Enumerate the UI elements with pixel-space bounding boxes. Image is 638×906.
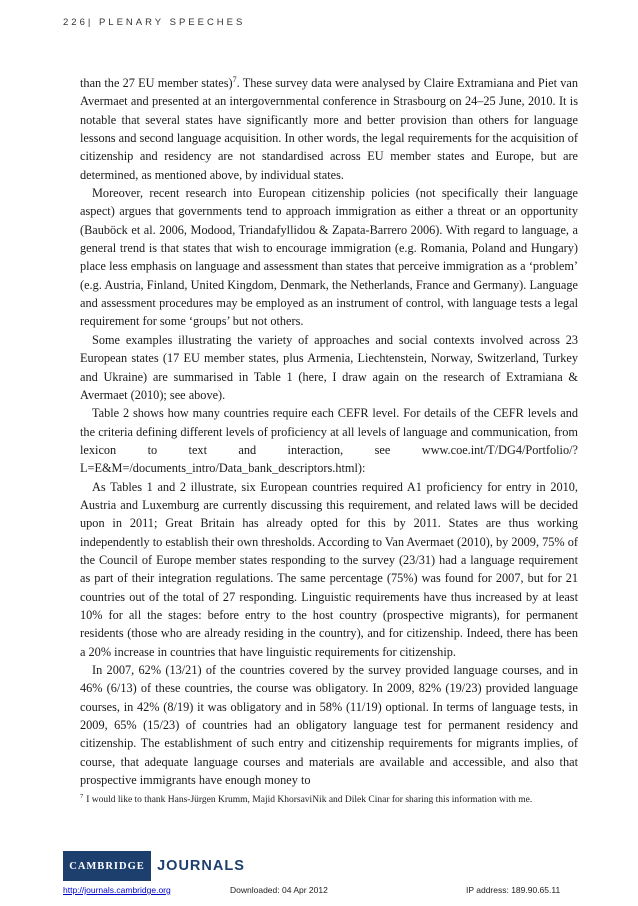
paragraph-6: In 2007, 62% (13/21) of the countries covered by the survey provided language courses, and in 46% (6/13) of these countries, the course was obligatory. In 2009, 82% (19/23) provided language courses, in 42% (8/19) it was obligatory and in 58% (11/19) optional. In terms of language tests, in 2009, 65% (15/23) of countries had an obligatory language test for permanent residency and citizenship. The establishment of such entry and citizenship requirements for migrants implies, of course, that adequate language courses and materials are available and accessible, and also that prospective immigrants have enough money to [80, 663, 578, 788]
logo-journals: JOURNALS [151, 851, 251, 881]
running-head: 226| PLENARY SPEECHES [63, 17, 246, 28]
article-body [80, 74, 578, 789]
footnote-marker: 7 [80, 792, 84, 800]
footnote [80, 794, 590, 806]
footer-journals-link[interactable]: http://journals.cambridge.org [63, 885, 171, 895]
paragraph-2: Moreover, recent research into European citizenship policies (not specifically their language aspect) argues that governments tend to approach immigration as either a threat or an opportunity (Bauböck et al. 2006, Modood, Triandafyllidou & Zapata-Barrero 2006). With regard to language, a general trend is that states that wish to encourage immigration (e.g. Romania, Poland and Hungary) place less emphasis on language and assessment than states that perceive immigration as a ‘problem’ (e.g. Austria, Finland, United Kingdom, Denmark, the Netherlands, France and Germany). Language and assessment procedures may be employed as an instrument of control, with language tests a legal requirement for some ‘groups’ but not others. [80, 186, 578, 329]
logo-cambridge: CAMBRIDGE [63, 851, 151, 881]
paragraph-3: Some examples illustrating the variety of approaches and social contexts involved across 23 European states (17 EU member states, plus Armenia, Liechtenstein, Norway, Switzerland, Turkey and Ukraine) are summarised in Table 1 (here, I draw again on the research of Extramiana & Avermaet (2010); see above). [80, 332, 578, 402]
paragraph-1-rest: . These survey data were analysed by Claire Extramiana and Piet van Avermaet and presented at an intergovernmental conference in Strasbourg on 24–25 June, 2010. It is notable that several states have significantly more and better provision than others for language lessons and second language acquisition. In other words, the legal requirements for the acquisition of citizenship and residency are not standardised across EU member states and Europe, but are determined, as mentioned above, by individual states. [80, 76, 578, 182]
cambridge-journals-logo [63, 851, 251, 881]
paragraph-1-start: than the 27 EU member states) [80, 76, 233, 90]
footer-ip-address: IP address: 189.90.65.11 [466, 885, 561, 895]
footnote-text: I would like to thank Hans-Jürgen Krumm, Majid KhorsaviNik and Dilek Cinar for sharing this information with me. [86, 795, 533, 805]
paragraph-1 [80, 74, 578, 184]
footnote-reference[interactable]: 7 [232, 74, 237, 84]
footer-downloaded-date: Downloaded: 04 Apr 2012 [230, 885, 328, 895]
paragraph-5: As Tables 1 and 2 illustrate, six European countries required A1 proficiency for entry in 2010, Austria and Luxemburg are currently discussing this requirement, and related laws will be decided upon in 2011; Great Britain has already opted for this by 2011. States are thus working independently to establish their own thresholds. According to Van Avermaet (2010), by 2009, 75% of the Council of Europe member states responding to the survey (23/31) had a language requirement as part of their integration regulations. The same percentage (75%) was found for 2007, but for 21 countries out of the total of 27 responding. Linguistic requirements have thus increased by at least 10% for all the stages: before entry to the host country (prospective migrants), for permanent residents (those who are already residing in the country), and for citizenship. Indeed, there has been a 20% increase in countries that have linguistic requirements for citizenship. [80, 479, 578, 659]
paragraph-4: Table 2 shows how many countries require each CEFR level. For details of the CEFR levels and the criteria defining different levels of proficiency at all levels of language and communication, from lexicon to text and interaction, see www.coe.int/T/DG4/Portfolio/?L=E&M=/documents_intro/Data_bank_descriptors.html): [80, 406, 578, 476]
